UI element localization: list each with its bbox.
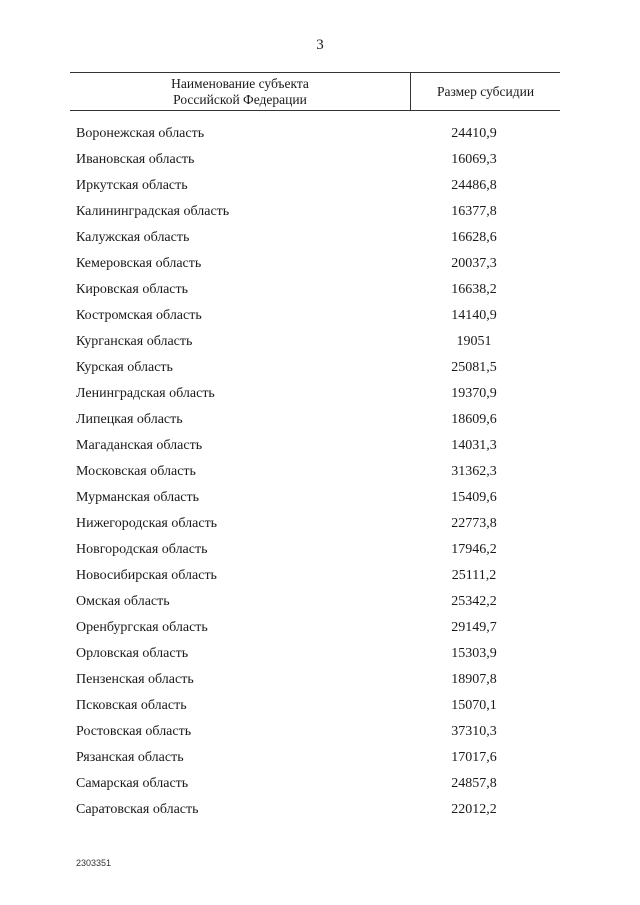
subsidy-value: 16069,3 [451, 152, 497, 167]
region-name: Магаданская область [76, 438, 203, 453]
table-row [0, 382, 640, 408]
subsidy-value: 24486,8 [451, 178, 497, 193]
region-name: Курская область [76, 360, 173, 375]
region-name: Воронежская область [76, 126, 205, 141]
table-row [0, 200, 640, 226]
subsidy-value: 25081,5 [451, 360, 497, 375]
table-row [0, 278, 640, 304]
region-name: Кемеровская область [76, 256, 202, 271]
region-name: Пензенская область [76, 672, 194, 687]
subsidy-value: 22773,8 [451, 516, 497, 531]
subsidy-value: 16377,8 [451, 204, 497, 219]
region-name: Новгородская область [76, 542, 208, 557]
subsidy-value: 29149,7 [451, 620, 497, 635]
table-header [70, 72, 560, 111]
subsidy-value: 15409,6 [451, 490, 497, 505]
region-name: Липецкая область [76, 412, 183, 427]
region-name: Кировская область [76, 282, 189, 297]
table-row [0, 460, 640, 486]
table-row [0, 356, 640, 382]
subsidy-value: 31362,3 [451, 464, 497, 479]
region-name: Иркутская область [76, 178, 188, 193]
region-name: Ленинградская область [76, 386, 215, 401]
region-name: Новосибирская область [76, 568, 217, 583]
region-name: Псковская область [76, 698, 187, 713]
region-name: Московская область [76, 464, 196, 479]
subsidy-value: 16628,6 [451, 230, 497, 245]
subsidy-value: 17946,2 [451, 542, 497, 557]
subsidy-value: 19051 [456, 334, 492, 349]
table-row [0, 512, 640, 538]
region-name: Рязанская область [76, 750, 184, 765]
subsidy-value: 14031,3 [451, 438, 497, 453]
region-name: Омская область [76, 594, 170, 609]
table-row [0, 798, 640, 824]
table-row [0, 616, 640, 642]
region-name: Оренбургская область [76, 620, 208, 635]
subsidy-value: 20037,3 [451, 256, 497, 271]
subsidy-value: 15070,1 [451, 698, 497, 713]
subsidy-value: 18609,6 [451, 412, 497, 427]
region-name: Калининградская область [76, 204, 230, 219]
table-row [0, 174, 640, 200]
table-row [0, 746, 640, 772]
region-name: Костромская область [76, 308, 202, 323]
subsidy-value: 37310,3 [451, 724, 497, 739]
region-name: Ивановская область [76, 152, 195, 167]
region-name: Орловская область [76, 646, 189, 661]
subsidy-value: 14140,9 [451, 308, 497, 323]
region-name: Самарская область [76, 776, 189, 791]
subsidy-value: 24410,9 [451, 126, 497, 141]
table-row [0, 330, 640, 356]
region-name: Саратовская область [76, 802, 199, 817]
header-subsidy-size: Размер субсидии [436, 83, 535, 99]
subsidy-value: 18907,8 [451, 672, 497, 687]
table-row [0, 694, 640, 720]
header-subject-name-line2: Российской Федерации [173, 91, 307, 107]
document-code: 2303351 [76, 858, 112, 868]
table-row [0, 538, 640, 564]
region-name: Мурманская область [76, 490, 200, 505]
subsidy-value: 24857,8 [451, 776, 497, 791]
table-row [0, 590, 640, 616]
table-body [0, 122, 640, 824]
subsidy-value: 25342,2 [451, 594, 497, 609]
table-row [0, 304, 640, 330]
header-subject-name [70, 73, 411, 110]
page-number: 3 [316, 37, 324, 53]
subsidy-value: 25111,2 [451, 568, 497, 583]
table-row [0, 226, 640, 252]
subsidy-value: 15303,9 [451, 646, 497, 661]
table-row [0, 148, 640, 174]
region-name: Нижегородская область [76, 516, 218, 531]
subsidy-value: 17017,6 [451, 750, 497, 765]
subsidy-value: 22012,2 [451, 802, 497, 817]
header-subject-name-line1: Наименование субъекта [171, 75, 309, 91]
table-row [0, 434, 640, 460]
table-row [0, 408, 640, 434]
table-row [0, 642, 640, 668]
region-name: Курганская область [76, 334, 193, 349]
table-row [0, 486, 640, 512]
table-row [0, 122, 640, 148]
subsidy-value: 19370,9 [451, 386, 497, 401]
table-row [0, 668, 640, 694]
subsidy-value: 16638,2 [451, 282, 497, 297]
region-name: Калужская область [76, 230, 190, 245]
table-row [0, 720, 640, 746]
table-row [0, 252, 640, 278]
table-row [0, 772, 640, 798]
table-row [0, 564, 640, 590]
region-name: Ростовская область [76, 724, 192, 739]
